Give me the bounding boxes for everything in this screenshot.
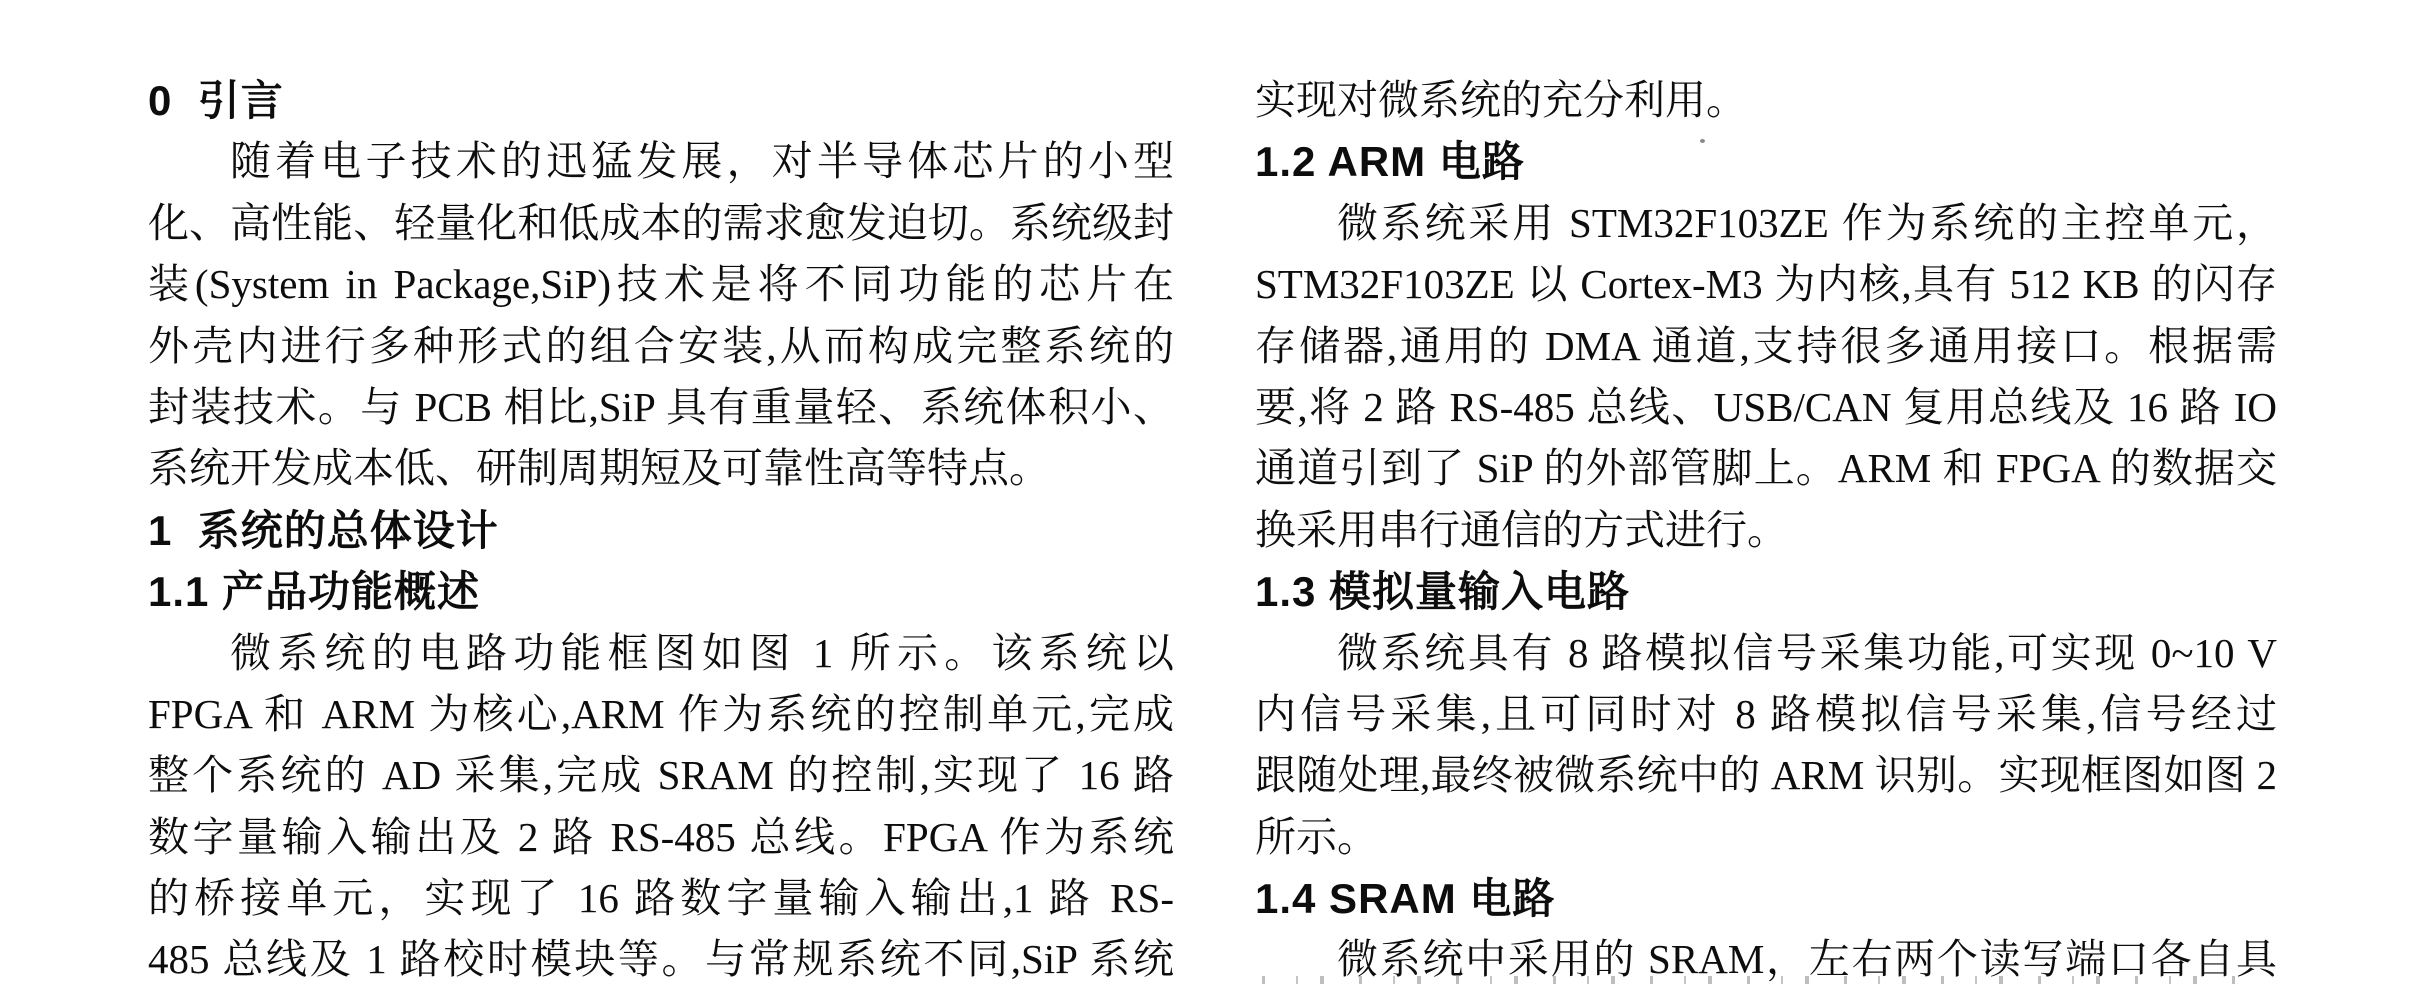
text-line: 外壳内进行多种形式的组合安装,从而构成完整系统的 bbox=[148, 322, 1174, 369]
text-line: 整个系统的 AD 采集,完成 SRAM 的控制,实现了 16 路 bbox=[148, 752, 1174, 799]
text-line: 跟随处理,最终被微系统中的 ARM 识别。实现框图如图 2 bbox=[1255, 752, 2277, 799]
text-line: 485 总线及 1 路校时模块等。与常规系统不同,SiP 系统 bbox=[148, 936, 1174, 983]
section-heading: 0 引言 bbox=[148, 77, 284, 124]
scan-noise-dot bbox=[1700, 139, 1705, 143]
text-line: 数字量输入输出及 2 路 RS-485 总线。FPGA 作为系统 bbox=[148, 813, 1174, 860]
text-line: 微系统中采用的 SRAM，左右两个读写端口各自具 bbox=[1337, 936, 2277, 983]
text-line: 微系统的电路功能框图如图 1 所示。该系统以 bbox=[230, 629, 1174, 676]
left-column bbox=[148, 70, 1174, 984]
text-line: 的桥接单元，实现了 16 路数字量输入输出,1 路 RS- bbox=[148, 875, 1174, 922]
text-line: STM32F103ZE 以 Cortex-M3 为内核,具有 512 KB 的闪存 bbox=[1255, 261, 2277, 308]
text-line: 装(System in Package,SiP)技术是将不同功能的芯片在 bbox=[148, 261, 1174, 308]
text-line: FPGA 和 ARM 为核心,ARM 作为系统的控制单元,完成 bbox=[148, 690, 1174, 737]
right-column bbox=[1255, 70, 2277, 984]
text-line: 系统开发成本低、研制周期短及可靠性高等特点。 bbox=[148, 445, 1050, 492]
text-line: 换采用串行通信的方式进行。 bbox=[1255, 506, 1788, 553]
section-heading: 1.1 产品功能概述 bbox=[148, 568, 481, 616]
text-line: 微系统具有 8 路模拟信号采集功能,可实现 0~10 V bbox=[1337, 629, 2277, 676]
text-line: 通道引到了 SiP 的外部管脚上。ARM 和 FPGA 的数据交 bbox=[1255, 445, 2277, 492]
text-line: 存储器,通用的 DMA 通道,支持很多通用接口。根据需 bbox=[1255, 322, 2277, 369]
section-heading: 1 系统的总体设计 bbox=[148, 506, 499, 554]
text-line: 微系统采用 STM32F103ZE 作为系统的主控单元， bbox=[1337, 199, 2277, 246]
text-line: 内信号采集,且可同时对 8 路模拟信号采集,信号经过 bbox=[1255, 690, 2277, 737]
clipped-text-line bbox=[1262, 976, 2252, 984]
text-line: 实现对微系统的充分利用。 bbox=[1255, 77, 1747, 123]
text-line: 要,将 2 路 RS-485 总线、USB/CAN 复用总线及 16 路 IO bbox=[1255, 383, 2277, 430]
section-heading: 1.4 SRAM 电路 bbox=[1255, 875, 1556, 923]
section-heading: 1.2 ARM 电路 bbox=[1255, 138, 1525, 186]
text-line: 所示。 bbox=[1255, 813, 1378, 860]
text-line: 化、高性能、轻量化和低成本的需求愈发迫切。系统级封 bbox=[148, 199, 1174, 246]
section-heading: 1.3 模拟量输入电路 bbox=[1255, 568, 1631, 616]
text-line: 封装技术。与 PCB 相比,SiP 具有重量轻、系统体积小、 bbox=[148, 383, 1174, 430]
text-line: 随着电子技术的迅猛发展，对半导体芯片的小型 bbox=[230, 138, 1174, 185]
